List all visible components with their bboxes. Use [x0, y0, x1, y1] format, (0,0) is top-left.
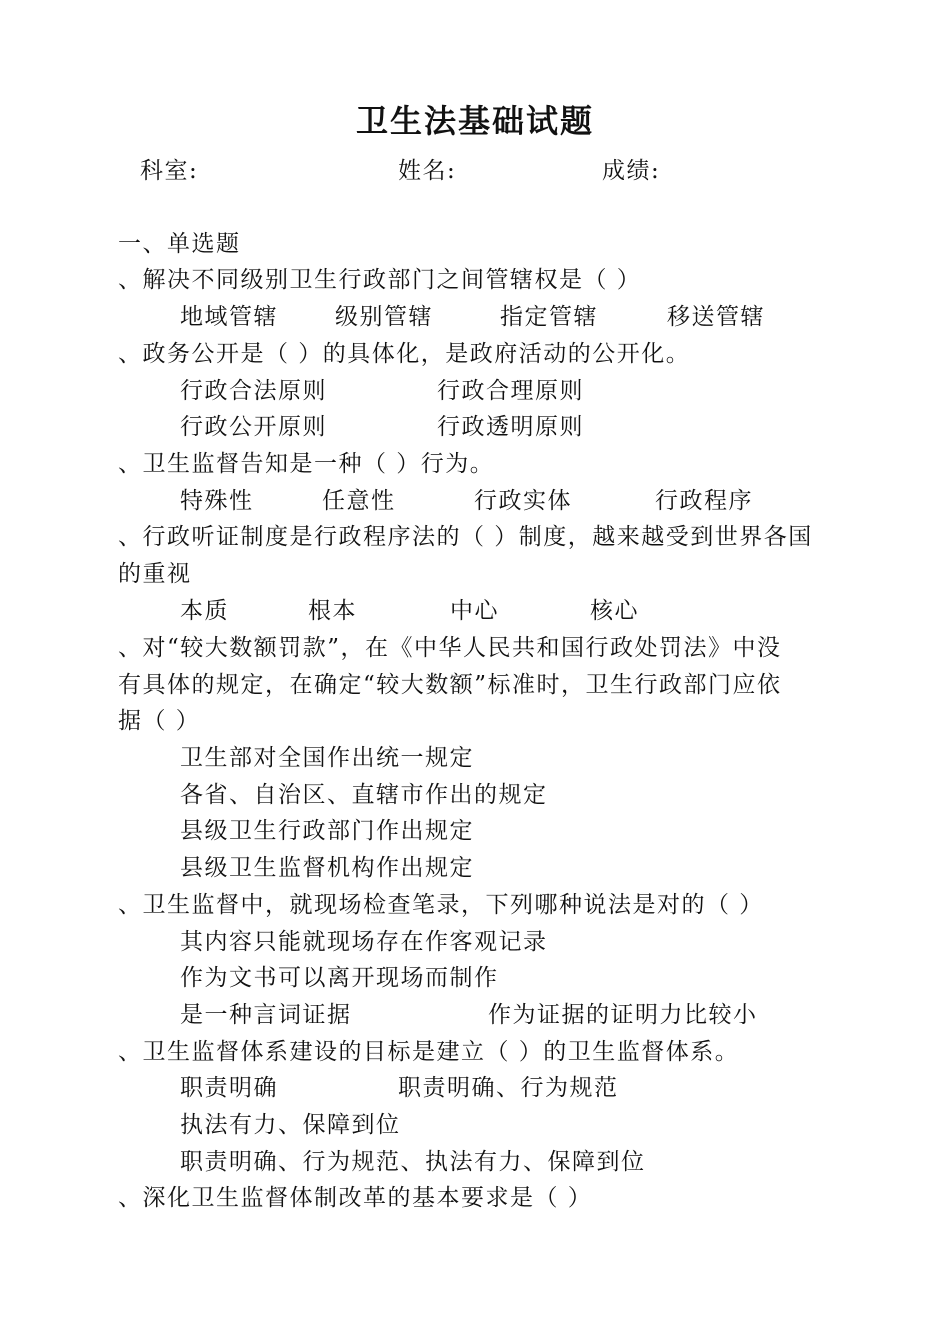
- q3-option-a: 特殊性: [180, 488, 254, 514]
- question-5-line-1: 、对“较大数额罚款”，在《中华人民共和国行政处罚法》中没: [118, 635, 782, 661]
- q7-option-a: 职责明确: [180, 1075, 278, 1101]
- question-4-line-2: 的重视: [118, 561, 192, 587]
- q5-option-b: 各省、自治区、直辖市作出的规定: [180, 782, 548, 808]
- question-3: 、卫生监督告知是一种（ ）行为。: [118, 451, 495, 477]
- q6-option-a: 其内容只能就现场存在作客观记录: [180, 929, 548, 955]
- q2-option-b: 行政合理原则: [437, 378, 584, 404]
- q5-option-d: 县级卫生监督机构作出规定: [180, 855, 474, 881]
- q7-option-b: 职责明确、行为规范: [398, 1075, 619, 1101]
- q6-option-d: 作为证据的证明力比较小: [488, 1002, 758, 1028]
- q2-option-a: 行政合法原则: [180, 378, 327, 404]
- q4-option-c: 中心: [450, 598, 499, 624]
- q3-option-d: 行政程序: [655, 488, 753, 514]
- q5-option-c: 县级卫生行政部门作出规定: [180, 818, 474, 844]
- q4-option-b: 根本: [308, 598, 357, 624]
- section-heading: 一、单选题: [118, 231, 241, 257]
- q7-option-c: 执法有力、保障到位: [180, 1112, 401, 1138]
- q4-option-d: 核心: [590, 598, 639, 624]
- q4-option-a: 本质: [180, 598, 229, 624]
- question-1: 、解决不同级别卫生行政部门之间管辖权是（ ）: [118, 267, 642, 293]
- document-title: 卫生法基础试题: [355, 102, 594, 140]
- name-label: 姓名:: [398, 158, 457, 184]
- question-2: 、政务公开是（ ）的具体化，是政府活动的公开化。: [118, 341, 691, 367]
- question-4-line-1: 、行政听证制度是行政程序法的（ ）制度，越来越受到世界各国: [118, 524, 813, 550]
- q1-option-a: 地域管辖: [180, 304, 278, 330]
- q3-option-c: 行政实体: [474, 488, 572, 514]
- q6-option-c: 是一种言词证据: [180, 1002, 352, 1028]
- q7-option-d: 职责明确、行为规范、执法有力、保障到位: [180, 1149, 646, 1175]
- q1-option-b: 级别管辖: [335, 304, 433, 330]
- q2-option-c: 行政公开原则: [180, 414, 327, 440]
- question-8: 、深化卫生监督体制改革的基本要求是（ ）: [118, 1185, 593, 1211]
- score-label: 成绩:: [602, 158, 661, 184]
- question-7: 、卫生监督体系建设的目标是建立（ ）的卫生监督体系。: [118, 1039, 740, 1065]
- q5-option-a: 卫生部对全国作出统一规定: [180, 745, 474, 771]
- q3-option-b: 任意性: [322, 488, 396, 514]
- q6-option-b: 作为文书可以离开现场而制作: [180, 965, 499, 991]
- question-5-line-2: 有具体的规定，在确定“较大数额”标准时，卫生行政部门应依: [118, 672, 782, 698]
- dept-label: 科室:: [140, 158, 199, 184]
- question-6: 、卫生监督中，就现场检查笔录，下列哪种说法是对的（ ）: [118, 892, 764, 918]
- q2-option-d: 行政透明原则: [437, 414, 584, 440]
- q1-option-d: 移送管辖: [667, 304, 765, 330]
- question-5-line-3: 据（ ）: [118, 708, 201, 734]
- q1-option-c: 指定管辖: [500, 304, 598, 330]
